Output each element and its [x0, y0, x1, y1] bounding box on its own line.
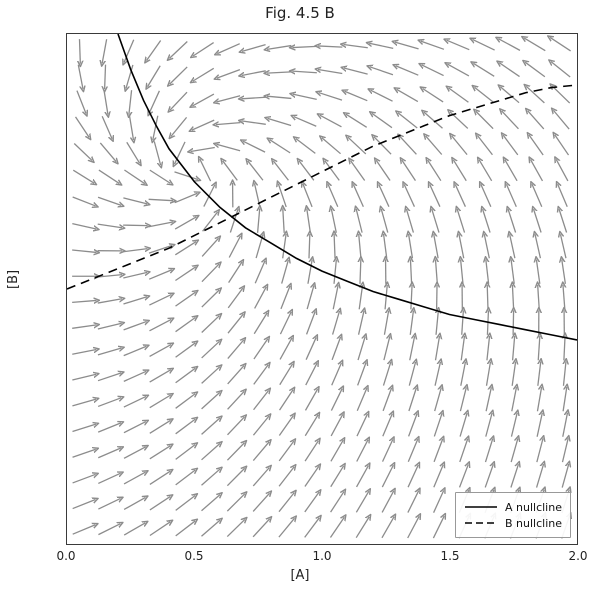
legend	[455, 492, 571, 538]
x-tick-label: 0.0	[56, 549, 76, 563]
x-tick-label: 1.0	[312, 549, 332, 563]
legend-swatch-dashed	[464, 518, 498, 528]
x-axis-label: [A]	[290, 568, 310, 583]
legend-label: B nullcline	[505, 516, 562, 530]
legend-label: A nullcline	[505, 500, 562, 514]
plot-area	[66, 33, 578, 545]
legend-entry-b-nullcline	[464, 515, 562, 531]
legend-entry-a-nullcline	[464, 499, 562, 515]
x-tick-label: 0.5	[184, 549, 204, 563]
y-axis-label: [B]	[6, 269, 21, 289]
vector-field	[72, 37, 570, 538]
nullclines	[67, 34, 577, 340]
legend-swatch-solid	[464, 502, 498, 512]
plot-canvas	[67, 34, 577, 544]
x-tick-label: 2.0	[568, 549, 588, 563]
chart-title: Fig. 4.5 B	[265, 4, 335, 22]
x-tick-label: 1.5	[440, 549, 460, 563]
